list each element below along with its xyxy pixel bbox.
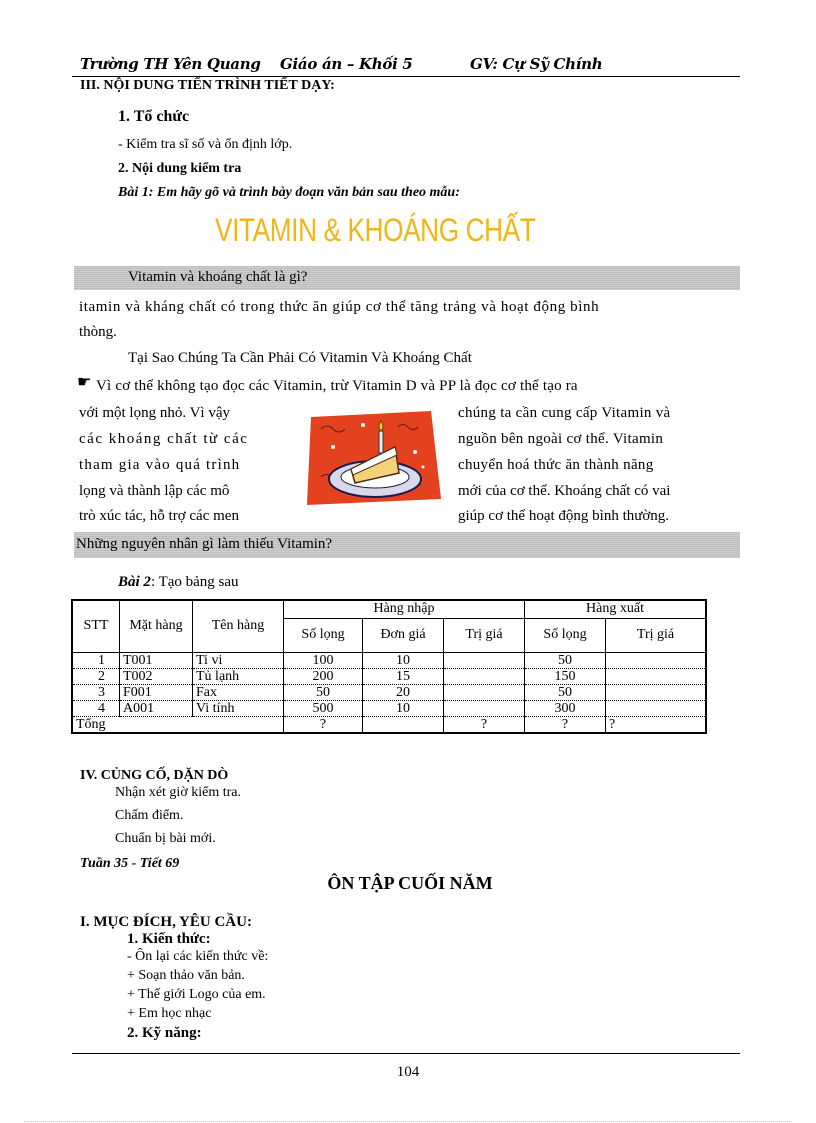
cell-name: Ti vi [193,652,284,668]
sample-bar-1-text: Vitamin và khoáng chất là gì? [128,269,308,285]
th-name: Tên hàng [193,600,284,652]
th-export-qty: Số lọng [525,618,606,652]
p2-right-line: chúng ta cần cung cấp Vitamin và [458,405,671,421]
th-code: Mặt hàng [120,600,193,652]
section-3-sub1-text: - Kiểm tra sĩ số và ổn định lớp. [118,137,293,152]
footer-rule [72,1053,740,1054]
header-teacher: GV: Cự Sỹ Chính [470,55,603,73]
sample-bar-1 [74,266,740,290]
section-3-sub1: 1. Tổ chức [118,108,190,125]
task-2-label: Bài 2 [118,574,151,590]
table-row [72,700,706,716]
page-header [80,55,740,75]
section-1-item: + Soạn thảo văn bản. [127,968,245,983]
cell-total-import-price [363,716,444,733]
p2-right-line: giúp cơ thể hoạt động bình thường. [458,508,670,524]
cell-export-qty: 150 [525,668,606,684]
goods-table [71,599,707,734]
section-1-item: - Ôn lại các kiến thức về: [127,949,269,964]
section-3-sub2: 2. Nội dung kiểm tra [118,161,242,176]
cell-total-export-qty: ? [525,716,606,733]
p2-right-line: chuyển hoá thức ăn thành năng [458,457,654,473]
sample-bar-2-text: Những nguyên nhân gì làm thiếu Vitamin? [76,536,333,552]
cell-code: T002 [120,668,193,684]
sample-p2-first: Vì cơ thể không tạo đọc các Vitamin, trừ Vitamin D và PP là đọc cơ thể tạo ra [96,378,578,394]
bottom-dotted-rule [24,1121,792,1122]
cell-import-qty: 100 [284,652,363,668]
cell-import-value [444,652,525,668]
section-3-title: III. NỘI DUNG TIẾN TRÌNH TIẾT DẠY: [80,78,335,93]
cell-total-import-qty: ? [284,716,363,733]
sample-heading-2: Tại Sao Chúng Ta Cần Phải Có Vitamin Và Khoáng Chất [128,350,472,366]
section-4-item: Nhận xét giờ kiểm tra. [115,785,241,800]
p2-left-line: lọng và thành lập các mô [79,483,230,499]
p2-left-line: với một lọng nhỏ. Vì vậy [79,405,230,421]
th-import: Hàng nhập [284,600,525,618]
cell-total-import-value: ? [444,716,525,733]
hand-pointer-icon: ☛ [77,372,92,391]
sample-bar-2 [74,532,740,558]
cell-import-value [444,668,525,684]
cell-import-value [444,684,525,700]
cell-export-qty: 50 [525,684,606,700]
page-number: 104 [396,1064,420,1080]
cell-import-price: 10 [363,652,444,668]
cell-code: F001 [120,684,193,700]
cell-export-value [606,684,707,700]
cell-import-price: 10 [363,700,444,716]
section-4-item: Chuẩn bị bài mới. [115,831,216,846]
cell-stt: 1 [72,652,120,668]
cell-stt: 3 [72,684,120,700]
th-export-value: Trị giá [606,618,707,652]
section-4-title: IV. CỦNG CỐ, DẶN DÒ [80,768,229,783]
section-1-title: I. MỤC ĐÍCH, YÊU CẦU: [80,914,252,930]
section-1-sub1: 1. Kiến thức: [127,931,211,947]
cell-import-qty: 200 [284,668,363,684]
task-2-instruction [118,574,239,591]
table-row [72,684,706,700]
p2-right-line: nguồn bên ngoài cơ thể. Vitamin [458,431,664,447]
cell-import-price: 15 [363,668,444,684]
cell-export-qty: 50 [525,652,606,668]
table-row [72,652,706,668]
section-1-sub2: 2. Kỹ năng: [127,1025,202,1041]
p2-left-line: trò xúc tác, hỗ trợ các men [79,508,239,524]
cell-name: Vi tính [193,700,284,716]
header-rule [72,76,740,77]
cell-stt: 2 [72,668,120,684]
th-import-qty: Số lọng [284,618,363,652]
header-plan: Giáo án – Khối 5 [280,55,413,73]
cell-total-label: Tổng [72,716,284,733]
cell-export-value [606,668,707,684]
birthday-cake-clipart [303,407,443,507]
section-1-item: + Thế giới Logo của em. [127,987,266,1002]
task-2-text: : Tạo bảng sau [150,574,239,590]
th-stt: STT [72,600,120,652]
p2-right-line: mới của cơ thể. Khoáng chất có vai [458,483,671,499]
cell-import-value [444,700,525,716]
table-row [72,668,706,684]
th-import-value: Trị giá [444,618,525,652]
cell-export-value [606,700,707,716]
lesson-title: ÔN TẬP CUỐI NĂM [327,873,493,893]
sample-title: VITAMIN & KHOÁNG CHẤT [215,212,536,248]
section-4-item: Chấm điểm. [115,808,184,823]
p2-left-line: tham gia vào quá trình [79,457,241,473]
lesson-week: Tuần 35 - Tiết 69 [80,856,180,871]
cell-import-qty: 50 [284,684,363,700]
cell-code: T001 [120,652,193,668]
cell-name: Fax [193,684,284,700]
th-import-price: Đơn giá [363,618,444,652]
cell-code: A001 [120,700,193,716]
th-export: Hàng xuất [525,600,707,618]
cell-total-export-value: ? [606,716,707,733]
cell-import-qty: 500 [284,700,363,716]
section-1-item: + Em học nhạc [127,1006,212,1021]
task-1-instruction: Bài 1: Em hãy gõ và trình bày đoạn văn bản sau theo mẫu: [118,185,460,200]
sample-p1-line2: thòng. [79,324,117,340]
table-total-row [72,716,706,733]
cell-import-price: 20 [363,684,444,700]
cell-name: Tủ lạnh [193,668,284,684]
cell-stt: 4 [72,700,120,716]
cell-export-value [606,652,707,668]
sample-p1-line1: itamin và kháng chất có trong thức ăn giúp cơ thể tăng trảng và hoạt động bình [79,299,600,315]
cell-export-qty: 300 [525,700,606,716]
header-school: Trường TH Yên Quang [80,55,261,73]
p2-left-line: các khoáng chất từ các [79,431,249,447]
